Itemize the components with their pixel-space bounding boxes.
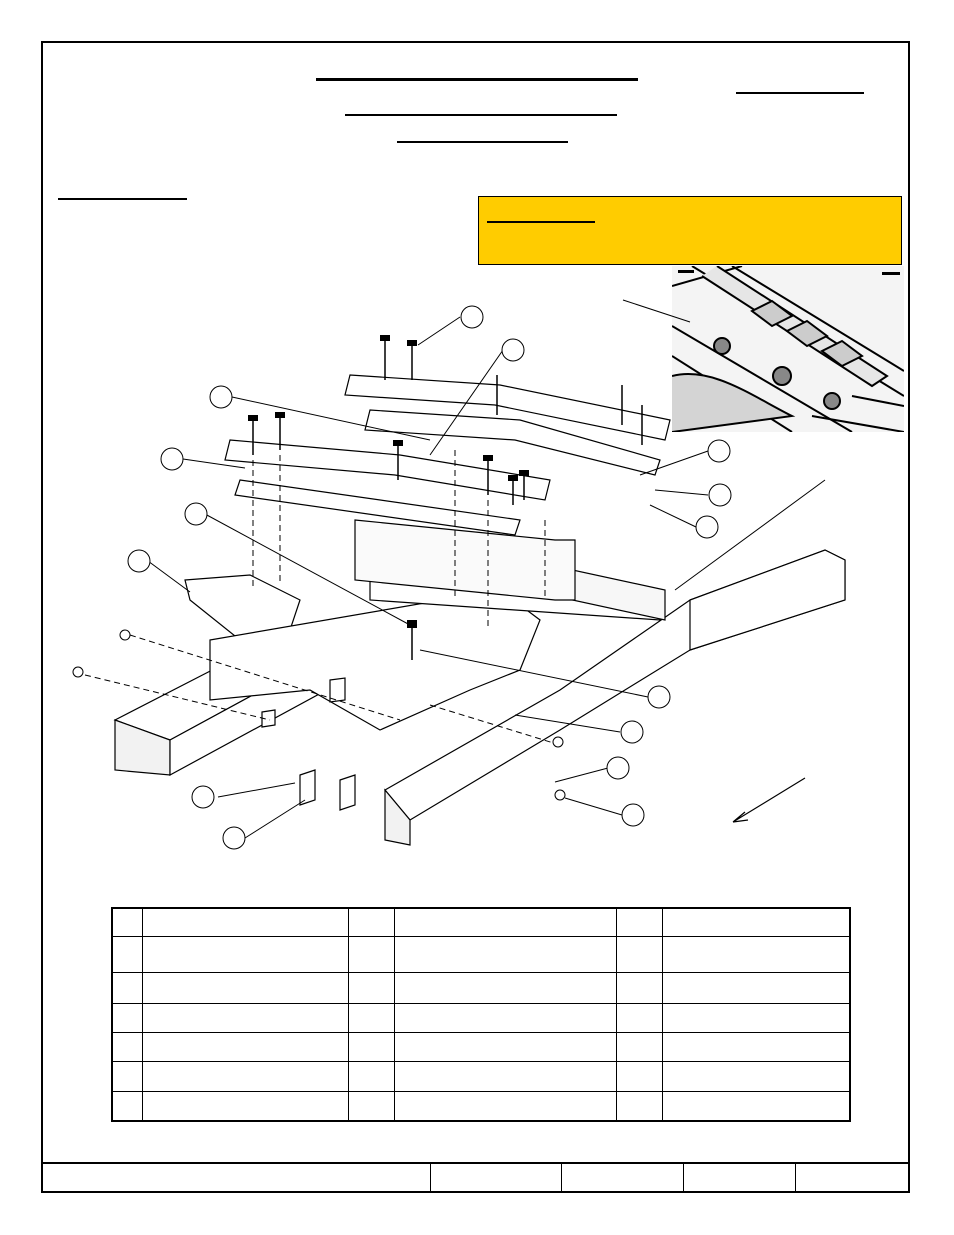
title-block-cell [795,1164,908,1191]
description-cell [662,1091,850,1121]
item-number-cell [348,1032,394,1061]
warning-box [478,196,902,265]
item-number-cell [348,908,394,936]
description-cell [142,1061,348,1091]
description-cell [662,936,850,972]
item-number-cell [616,1061,662,1091]
description-cell [142,936,348,972]
subtitle-rule-1 [345,114,617,116]
title-block-cell [683,1164,795,1191]
item-number-cell [348,1003,394,1032]
description-cell [662,908,850,936]
title-block [43,1162,908,1191]
item-number-cell [112,1061,142,1091]
description-cell [662,1032,850,1061]
description-cell [394,936,616,972]
description-cell [662,1003,850,1032]
item-number-cell [112,1003,142,1032]
title-block-cell [561,1164,683,1191]
item-number-cell [348,972,394,1003]
item-number-cell [112,936,142,972]
subtitle-rule-2 [397,141,568,143]
title-rule-1 [316,78,638,81]
description-cell [142,1032,348,1061]
description-cell [394,908,616,936]
description-cell [394,1032,616,1061]
title-block-cell [430,1164,561,1191]
parts-table [111,907,851,1122]
item-number-cell [348,1061,394,1091]
section-header-rule [58,198,187,200]
item-number-cell [112,1032,142,1061]
description-cell [394,1091,616,1121]
item-number-cell [616,908,662,936]
description-cell [394,972,616,1003]
item-number-cell [348,936,394,972]
item-number-cell [112,1091,142,1121]
description-cell [142,1003,348,1032]
item-number-cell [616,1032,662,1061]
table-row [112,1091,850,1121]
description-cell [142,1091,348,1121]
description-cell [394,1003,616,1032]
description-cell [662,1061,850,1091]
item-number-cell [112,908,142,936]
description-cell [662,972,850,1003]
warning-header-rule [487,221,595,223]
title-rule-2 [736,92,864,94]
item-number-cell [616,936,662,972]
table-row [112,1032,850,1061]
table-row [112,972,850,1003]
table-row [112,908,850,936]
description-cell [142,972,348,1003]
description-cell [142,908,348,936]
item-number-cell [616,1091,662,1121]
table-row [112,1061,850,1091]
table-row [112,936,850,972]
exploded-view-drawing [60,266,850,866]
item-number-cell [112,972,142,1003]
item-number-cell [616,1003,662,1032]
description-cell [394,1061,616,1091]
item-number-cell [616,972,662,1003]
table-row [112,1003,850,1032]
item-number-cell [348,1091,394,1121]
